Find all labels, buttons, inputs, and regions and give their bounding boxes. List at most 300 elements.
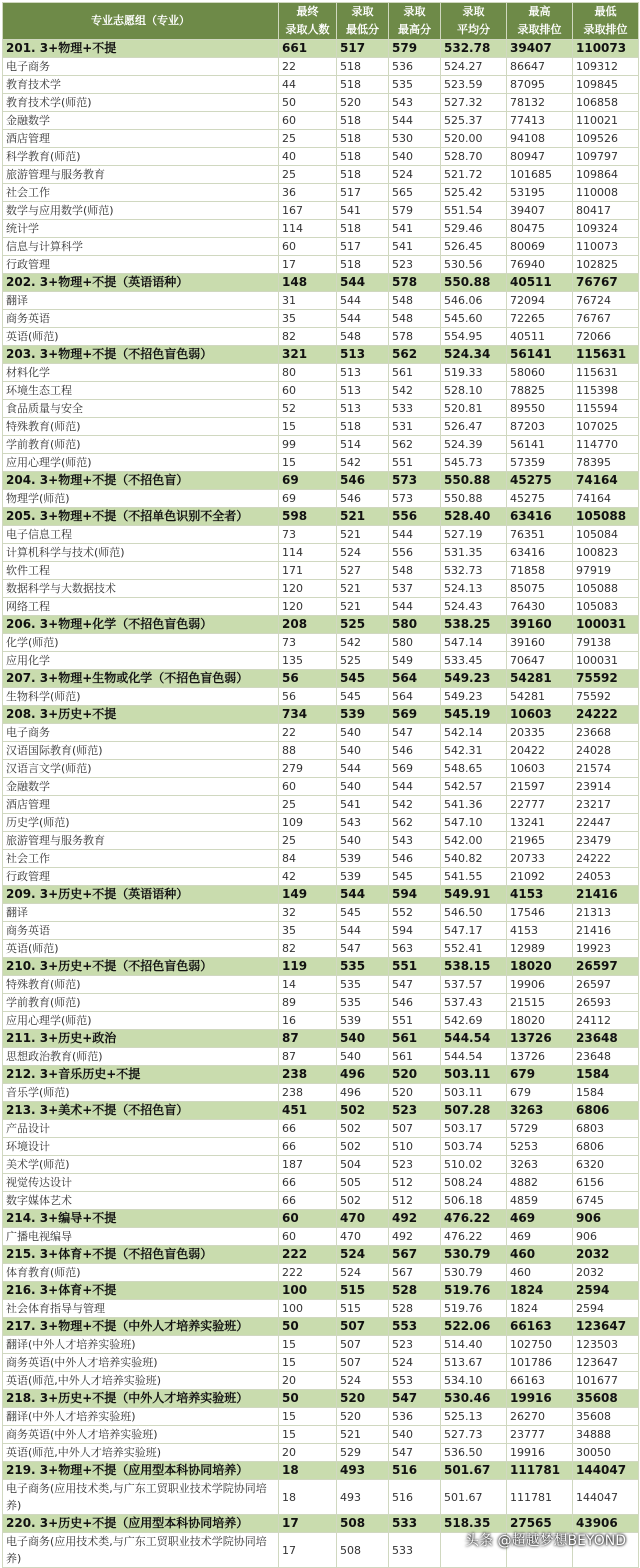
value-cell: 515 (337, 1282, 389, 1300)
value-cell: 538.15 (441, 958, 507, 976)
value-cell: 525 (337, 652, 389, 670)
value-cell: 540 (337, 832, 389, 850)
major-name-cell: 教育技术学(师范) (3, 94, 279, 112)
value-cell: 34888 (573, 1426, 639, 1444)
value-cell: 109864 (573, 166, 639, 184)
group-name-cell: 216. 3+体育+不提 (3, 1282, 279, 1300)
value-cell: 546 (389, 850, 441, 868)
value-cell: 13241 (507, 814, 573, 832)
major-row (3, 364, 639, 382)
value-cell: 517 (337, 238, 389, 256)
major-row (3, 1372, 639, 1390)
major-row (3, 1300, 639, 1318)
value-cell: 60 (279, 1228, 337, 1246)
value-cell: 532.73 (441, 562, 507, 580)
value-cell: 545.60 (441, 310, 507, 328)
value-cell: 60 (279, 1210, 337, 1228)
value-cell: 21416 (573, 886, 639, 904)
value-cell: 493 (337, 1462, 389, 1480)
value-cell: 60 (279, 238, 337, 256)
major-row (3, 598, 639, 616)
value-cell: 78132 (507, 94, 573, 112)
value-cell: 523.59 (441, 76, 507, 94)
major-row (3, 526, 639, 544)
group-name-cell: 202. 3+物理+不提（英语语种） (3, 274, 279, 292)
major-row (3, 1120, 639, 1138)
value-cell: 493 (337, 1480, 389, 1515)
value-cell: 105084 (573, 526, 639, 544)
value-cell: 114 (279, 220, 337, 238)
major-name-cell: 产品设计 (3, 1120, 279, 1138)
major-name-cell: 翻译 (3, 904, 279, 922)
major-name-cell: 社会体育指导与管理 (3, 1300, 279, 1318)
value-cell: 578 (389, 328, 441, 346)
value-cell: 542.00 (441, 832, 507, 850)
value-cell: 544.54 (441, 1030, 507, 1048)
value-cell: 594 (389, 922, 441, 940)
value-cell: 88 (279, 742, 337, 760)
value-cell: 533 (389, 1533, 441, 1568)
value-cell: 530.79 (441, 1264, 507, 1282)
major-name-cell: 商务英语(中外人才培养实验班) (3, 1354, 279, 1372)
major-name-cell: 数字媒体艺术 (3, 1192, 279, 1210)
value-cell: 18020 (507, 1012, 573, 1030)
major-row (3, 544, 639, 562)
value-cell: 679 (507, 1066, 573, 1084)
value-cell: 523 (389, 1156, 441, 1174)
major-row (3, 1192, 639, 1210)
value-cell: 17 (279, 1533, 337, 1568)
value-cell: 15 (279, 1426, 337, 1444)
group-name-cell: 210. 3+历史+不提（不招色盲色弱） (3, 958, 279, 976)
group-row (3, 1102, 639, 1120)
value-cell: 222 (279, 1264, 337, 1282)
value-cell: 507 (337, 1318, 389, 1336)
value-cell: 562 (389, 346, 441, 364)
value-cell: 541 (337, 202, 389, 220)
value-cell: 18 (279, 1480, 337, 1515)
value-cell: 546.06 (441, 292, 507, 310)
major-name-cell: 汉语国际教育(师范) (3, 742, 279, 760)
value-cell: 549 (389, 652, 441, 670)
value-cell: 540 (337, 742, 389, 760)
value-cell: 21597 (507, 778, 573, 796)
major-name-cell: 统计学 (3, 220, 279, 238)
value-cell: 524 (389, 1354, 441, 1372)
value-cell: 523 (389, 1102, 441, 1120)
value-cell: 512 (389, 1192, 441, 1210)
value-cell: 12989 (507, 940, 573, 958)
value-cell: 1584 (573, 1084, 639, 1102)
value-cell: 563 (389, 940, 441, 958)
value-cell: 87095 (507, 76, 573, 94)
major-row (3, 940, 639, 958)
value-cell: 60 (279, 778, 337, 796)
value-cell: 23668 (573, 724, 639, 742)
value-cell: 73 (279, 526, 337, 544)
value-cell: 508 (337, 1515, 389, 1533)
major-name-cell: 生物科学(师范) (3, 688, 279, 706)
value-cell: 508 (337, 1533, 389, 1568)
value-cell: 542.31 (441, 742, 507, 760)
value-cell: 679 (507, 1084, 573, 1102)
major-row (3, 490, 639, 508)
value-cell: 40511 (507, 274, 573, 292)
value-cell: 540 (389, 148, 441, 166)
value-cell: 544 (389, 598, 441, 616)
major-name-cell: 信息与计算科学 (3, 238, 279, 256)
value-cell: 561 (389, 1030, 441, 1048)
value-cell: 535 (337, 958, 389, 976)
value-cell: 518 (337, 256, 389, 274)
major-row (3, 382, 639, 400)
value-cell: 25 (279, 166, 337, 184)
value-cell: 906 (573, 1210, 639, 1228)
major-name-cell: 数据科学与大数据技术 (3, 580, 279, 598)
value-cell: 4153 (507, 922, 573, 940)
major-row (3, 184, 639, 202)
value-cell: 552 (389, 904, 441, 922)
major-row (3, 76, 639, 94)
value-cell: 19916 (507, 1390, 573, 1408)
major-row (3, 814, 639, 832)
major-name-cell: 行政管理 (3, 868, 279, 886)
value-cell: 539 (337, 706, 389, 724)
value-cell: 516 (389, 1462, 441, 1480)
value-cell: 13726 (507, 1030, 573, 1048)
value-cell: 518 (337, 130, 389, 148)
value-cell: 123503 (573, 1336, 639, 1354)
value-cell: 85075 (507, 580, 573, 598)
value-cell: 14 (279, 976, 337, 994)
value-cell: 580 (389, 634, 441, 652)
value-cell: 525.13 (441, 1408, 507, 1426)
value-cell: 523 (389, 1336, 441, 1354)
major-row (3, 688, 639, 706)
value-cell: 279 (279, 760, 337, 778)
major-name-cell: 商务英语(中外人才培养实验班) (3, 1426, 279, 1444)
value-cell: 66 (279, 1138, 337, 1156)
value-cell: 547 (389, 1390, 441, 1408)
value-cell: 58060 (507, 364, 573, 382)
major-name-cell: 商务英语 (3, 310, 279, 328)
header-avg-score: 录取 平均分 (441, 3, 507, 40)
value-cell: 504 (337, 1156, 389, 1174)
major-row (3, 256, 639, 274)
value-cell: 540 (337, 1048, 389, 1066)
value-cell: 30050 (573, 1444, 639, 1462)
value-cell: 541.55 (441, 868, 507, 886)
value-cell: 542.69 (441, 1012, 507, 1030)
value-cell: 2594 (573, 1300, 639, 1318)
value-cell: 114770 (573, 436, 639, 454)
value-cell: 23914 (573, 778, 639, 796)
value-cell: 531 (389, 418, 441, 436)
value-cell: 542 (389, 796, 441, 814)
value-cell: 110021 (573, 112, 639, 130)
value-cell: 531.35 (441, 544, 507, 562)
value-cell: 25 (279, 832, 337, 850)
value-cell: 513 (337, 364, 389, 382)
group-name-cell: 208. 3+历史+不提 (3, 706, 279, 724)
major-name-cell: 软件工程 (3, 562, 279, 580)
value-cell: 10603 (507, 760, 573, 778)
major-row (3, 1426, 639, 1444)
value-cell: 538.25 (441, 616, 507, 634)
group-name-cell: 217. 3+物理+不提（中外人才培养实验班） (3, 1318, 279, 1336)
value-cell: 460 (507, 1264, 573, 1282)
value-cell: 539 (337, 868, 389, 886)
major-row (3, 760, 639, 778)
value-cell: 546.50 (441, 904, 507, 922)
major-name-cell: 化学(师范) (3, 634, 279, 652)
value-cell: 76940 (507, 256, 573, 274)
value-cell: 101685 (507, 166, 573, 184)
value-cell: 520 (337, 1408, 389, 1426)
value-cell: 87 (279, 1048, 337, 1066)
major-name-cell: 科学教育(师范) (3, 148, 279, 166)
value-cell: 533.45 (441, 652, 507, 670)
value-cell: 476.22 (441, 1210, 507, 1228)
value-cell: 109312 (573, 58, 639, 76)
value-cell: 80947 (507, 148, 573, 166)
group-row (3, 1462, 639, 1480)
value-cell: 23217 (573, 796, 639, 814)
value-cell: 19906 (507, 976, 573, 994)
value-cell: 18020 (507, 958, 573, 976)
major-row (3, 796, 639, 814)
value-cell: 22447 (573, 814, 639, 832)
value-cell: 544 (337, 886, 389, 904)
value-cell: 451 (279, 1102, 337, 1120)
value-cell: 524 (337, 1246, 389, 1264)
major-row (3, 238, 639, 256)
value-cell: 524.27 (441, 58, 507, 76)
value-cell: 519.76 (441, 1300, 507, 1318)
major-name-cell: 应用心理学(师范) (3, 1012, 279, 1030)
value-cell: 547 (389, 1444, 441, 1462)
value-cell: 550.88 (441, 274, 507, 292)
value-cell: 518 (337, 112, 389, 130)
value-cell: 549.91 (441, 886, 507, 904)
value-cell: 541 (389, 220, 441, 238)
value-cell: 518 (337, 148, 389, 166)
value-cell: 144047 (573, 1462, 639, 1480)
major-name-cell: 数学与应用数学(师范) (3, 202, 279, 220)
value-cell: 45275 (507, 490, 573, 508)
value-cell: 544 (337, 274, 389, 292)
group-row (3, 886, 639, 904)
value-cell: 470 (337, 1228, 389, 1246)
value-cell: 546 (389, 742, 441, 760)
value-cell: 73 (279, 634, 337, 652)
major-name-cell: 酒店管理 (3, 796, 279, 814)
value-cell: 24222 (573, 850, 639, 868)
major-row (3, 1174, 639, 1192)
value-cell: 539 (337, 1012, 389, 1030)
value-cell: 77413 (507, 112, 573, 130)
value-cell: 23479 (573, 832, 639, 850)
value-cell: 515 (337, 1300, 389, 1318)
value-cell: 510.02 (441, 1156, 507, 1174)
value-cell: 552.41 (441, 940, 507, 958)
value-cell: 501.67 (441, 1462, 507, 1480)
value-cell: 26593 (573, 994, 639, 1012)
value-cell: 69 (279, 472, 337, 490)
value-cell: 514 (337, 436, 389, 454)
value-cell: 503.11 (441, 1066, 507, 1084)
major-row (3, 436, 639, 454)
value-cell: 545 (337, 670, 389, 688)
group-name-cell: 201. 3+物理+不提 (3, 40, 279, 58)
value-cell: 149 (279, 886, 337, 904)
value-cell: 565 (389, 184, 441, 202)
value-cell: 66163 (507, 1318, 573, 1336)
value-cell: 549.23 (441, 670, 507, 688)
value-cell: 541.36 (441, 796, 507, 814)
value-cell: 561 (389, 1048, 441, 1066)
group-row (3, 508, 639, 526)
value-cell: 544 (389, 112, 441, 130)
value-cell: 542 (389, 382, 441, 400)
value-cell: 82 (279, 328, 337, 346)
value-cell: 109797 (573, 148, 639, 166)
major-row (3, 1012, 639, 1030)
group-row (3, 346, 639, 364)
value-cell: 519.33 (441, 364, 507, 382)
group-name-cell: 207. 3+物理+生物或化学（不招色盲色弱） (3, 670, 279, 688)
value-cell: 529 (337, 1444, 389, 1462)
major-row (3, 652, 639, 670)
value-cell: 72094 (507, 292, 573, 310)
major-name-cell: 社会工作 (3, 850, 279, 868)
value-cell: 562 (389, 814, 441, 832)
value-cell: 66 (279, 1174, 337, 1192)
value-cell: 502 (337, 1192, 389, 1210)
value-cell: 21515 (507, 994, 573, 1012)
major-row (3, 922, 639, 940)
major-row (3, 850, 639, 868)
value-cell: 544 (337, 760, 389, 778)
value-cell: 80417 (573, 202, 639, 220)
value-cell: 547 (389, 976, 441, 994)
value-cell: 78395 (573, 454, 639, 472)
group-row (3, 706, 639, 724)
value-cell: 545 (389, 868, 441, 886)
major-name-cell: 翻译(中外人才培养实验班) (3, 1336, 279, 1354)
value-cell: 5729 (507, 1120, 573, 1138)
value-cell: 187 (279, 1156, 337, 1174)
value-cell: 492 (389, 1228, 441, 1246)
value-cell: 734 (279, 706, 337, 724)
major-row (3, 454, 639, 472)
value-cell: 144047 (573, 1480, 639, 1515)
value-cell: 520 (389, 1066, 441, 1084)
major-name-cell: 电子商务 (3, 724, 279, 742)
header-min-score: 录取 最低分 (337, 3, 389, 40)
value-cell: 17 (279, 256, 337, 274)
value-cell: 167 (279, 202, 337, 220)
major-name-cell: 应用心理学(师范) (3, 454, 279, 472)
value-cell: 70647 (507, 652, 573, 670)
value-cell: 579 (389, 40, 441, 58)
value-cell: 524 (337, 1264, 389, 1282)
value-cell: 542.57 (441, 778, 507, 796)
value-cell: 111781 (507, 1480, 573, 1515)
value-cell: 567 (389, 1264, 441, 1282)
major-name-cell: 学前教育(师范) (3, 436, 279, 454)
major-row (3, 1480, 639, 1515)
value-cell: 524.13 (441, 580, 507, 598)
value-cell: 35608 (573, 1390, 639, 1408)
value-cell: 545.19 (441, 706, 507, 724)
value-cell: 469 (507, 1228, 573, 1246)
value-cell: 549.23 (441, 688, 507, 706)
value-cell: 87203 (507, 418, 573, 436)
value-cell: 120 (279, 580, 337, 598)
major-row (3, 1336, 639, 1354)
value-cell: 569 (389, 706, 441, 724)
value-cell: 4153 (507, 886, 573, 904)
value-cell: 556 (389, 508, 441, 526)
value-cell: 533 (389, 400, 441, 418)
value-cell: 100823 (573, 544, 639, 562)
value-cell: 19916 (507, 1444, 573, 1462)
major-name-cell: 食品质量与安全 (3, 400, 279, 418)
value-cell: 496 (337, 1084, 389, 1102)
value-cell: 518 (337, 418, 389, 436)
group-row (3, 274, 639, 292)
value-cell: 15 (279, 1408, 337, 1426)
value-cell: 105088 (573, 508, 639, 526)
value-cell: 21416 (573, 922, 639, 940)
major-name-cell: 计算机科学与技术(师范) (3, 544, 279, 562)
value-cell: 208 (279, 616, 337, 634)
value-cell: 56141 (507, 346, 573, 364)
value-cell: 528 (389, 1300, 441, 1318)
value-cell: 537 (389, 580, 441, 598)
group-name-cell: 204. 3+物理+不提（不招色盲） (3, 472, 279, 490)
value-cell: 524 (337, 1372, 389, 1390)
value-cell: 544 (337, 310, 389, 328)
value-cell: 238 (279, 1066, 337, 1084)
value-cell: 15 (279, 1336, 337, 1354)
value-cell: 102750 (507, 1336, 573, 1354)
major-row (3, 220, 639, 238)
major-row (3, 868, 639, 886)
value-cell: 548 (389, 562, 441, 580)
value-cell: 50 (279, 94, 337, 112)
value-cell: 17 (279, 1515, 337, 1533)
header-top-rank: 最高 录取排位 (507, 3, 573, 40)
value-cell: 528 (389, 1282, 441, 1300)
group-row (3, 1246, 639, 1264)
major-name-cell: 网络工程 (3, 598, 279, 616)
value-cell: 529.46 (441, 220, 507, 238)
value-cell: 54281 (507, 688, 573, 706)
major-name-cell: 材料化学 (3, 364, 279, 382)
value-cell: 550.88 (441, 490, 507, 508)
value-cell: 530.79 (441, 1246, 507, 1264)
value-cell: 23777 (507, 1426, 573, 1444)
major-name-cell: 历史学(师范) (3, 814, 279, 832)
value-cell: 535 (389, 76, 441, 94)
value-cell: 505 (337, 1174, 389, 1192)
value-cell: 110073 (573, 40, 639, 58)
group-name-cell: 203. 3+物理+不提（不招色盲色弱） (3, 346, 279, 364)
value-cell: 110008 (573, 184, 639, 202)
value-cell: 21574 (573, 760, 639, 778)
